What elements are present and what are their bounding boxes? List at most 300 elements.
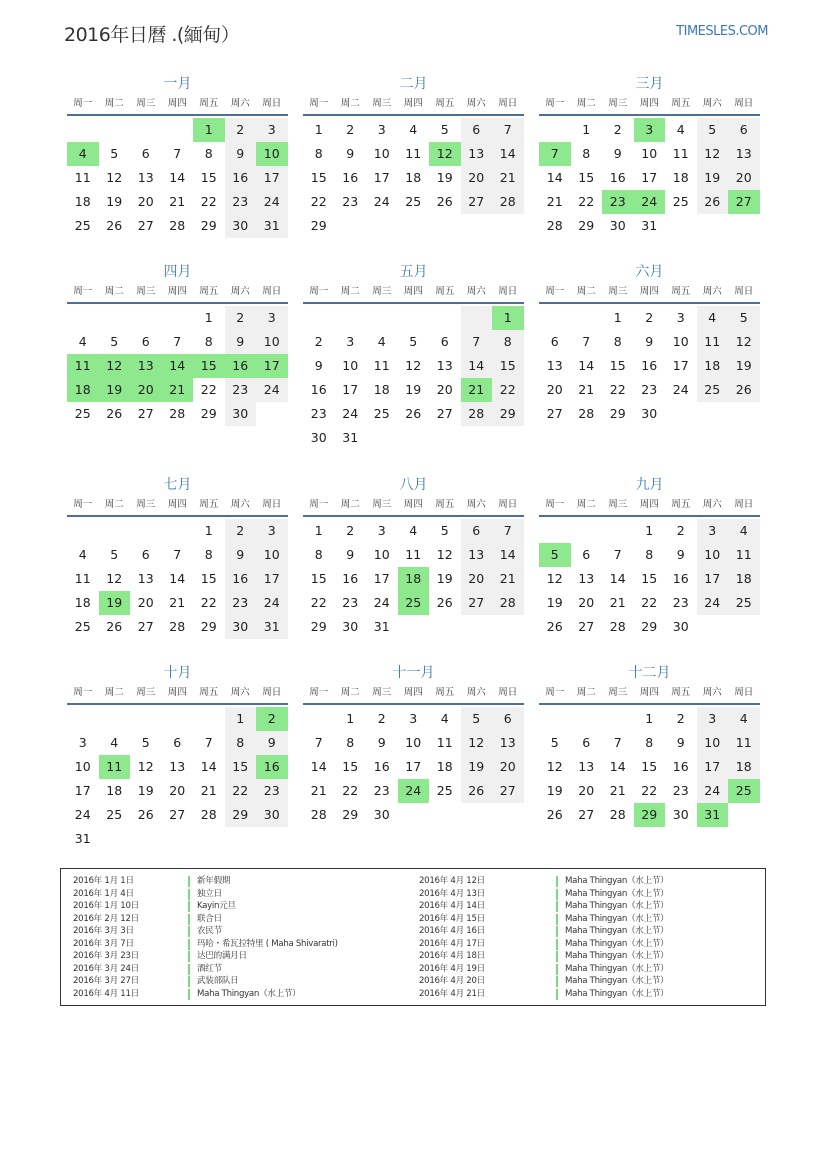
day-cell[interactable]: 22 [200, 382, 217, 397]
day-cell[interactable]: 4 [67, 142, 99, 166]
day-cell[interactable]: 6 [728, 118, 760, 142]
day-cell[interactable]: 27 [436, 406, 453, 421]
day-cell[interactable]: 18 [74, 194, 91, 209]
day-cell[interactable]: 17 [342, 382, 359, 397]
day-cell[interactable]: 27 [578, 807, 595, 822]
day-cell[interactable]: 17 [373, 571, 390, 586]
day-cell[interactable]: 29 [310, 218, 327, 233]
day-cell[interactable]: 25 [672, 194, 689, 209]
day-cell[interactable]: 2 [346, 523, 355, 538]
day-cell[interactable]: 7 [204, 735, 213, 750]
day-cell[interactable]: 17 [697, 755, 729, 779]
day-cell[interactable]: 11 [436, 735, 453, 750]
day-cell[interactable]: 30 [373, 807, 390, 822]
day-cell[interactable]: 10 [697, 731, 729, 755]
day-cell[interactable]: 22 [609, 382, 626, 397]
day-cell[interactable]: 16 [225, 166, 257, 190]
day-cell[interactable]: 30 [342, 619, 359, 634]
day-cell[interactable]: 21 [461, 378, 493, 402]
day-cell[interactable]: 30 [609, 218, 626, 233]
day-cell[interactable]: 28 [546, 218, 563, 233]
day-cell[interactable]: 29 [641, 619, 658, 634]
day-cell[interactable]: 19 [436, 170, 453, 185]
day-cell[interactable]: 13 [137, 170, 154, 185]
day-cell[interactable]: 12 [106, 170, 123, 185]
day-cell[interactable]: 17 [672, 358, 689, 373]
day-cell[interactable]: 26 [728, 378, 760, 402]
day-cell[interactable]: 18 [67, 378, 99, 402]
day-cell[interactable]: 16 [225, 567, 257, 591]
day-cell[interactable]: 18 [728, 755, 760, 779]
day-cell[interactable]: 23 [342, 194, 359, 209]
day-cell[interactable]: 15 [578, 170, 595, 185]
day-cell[interactable]: 14 [169, 571, 186, 586]
day-cell[interactable]: 28 [200, 807, 217, 822]
day-cell[interactable]: 1 [346, 711, 355, 726]
day-cell[interactable]: 4 [78, 334, 87, 349]
day-cell[interactable]: 21 [310, 783, 327, 798]
day-cell[interactable]: 9 [346, 547, 355, 562]
day-cell[interactable]: 20 [578, 783, 595, 798]
day-cell[interactable]: 3 [409, 711, 418, 726]
day-cell[interactable]: 22 [641, 595, 658, 610]
day-cell[interactable]: 27 [546, 406, 563, 421]
day-cell[interactable]: 15 [641, 571, 658, 586]
day-cell[interactable]: 4 [110, 735, 119, 750]
day-cell[interactable]: 22 [200, 595, 217, 610]
day-cell[interactable]: 30 [672, 807, 689, 822]
day-cell[interactable]: 9 [314, 358, 323, 373]
day-cell[interactable]: 3 [377, 122, 386, 137]
day-cell[interactable]: 7 [461, 330, 493, 354]
day-cell[interactable]: 17 [256, 166, 288, 190]
day-cell[interactable]: 4 [440, 711, 449, 726]
day-cell[interactable]: 8 [314, 547, 323, 562]
day-cell[interactable]: 14 [461, 354, 493, 378]
day-cell[interactable]: 7 [314, 735, 323, 750]
day-cell[interactable]: 9 [225, 330, 257, 354]
day-cell[interactable]: 16 [641, 358, 658, 373]
day-cell[interactable]: 18 [106, 783, 123, 798]
day-cell[interactable]: 13 [169, 759, 186, 774]
day-cell[interactable]: 16 [672, 759, 689, 774]
day-cell[interactable]: 7 [492, 118, 524, 142]
day-cell[interactable]: 3 [256, 306, 288, 330]
day-cell[interactable]: 6 [141, 146, 150, 161]
day-cell[interactable]: 1 [492, 306, 524, 330]
day-cell[interactable]: 21 [492, 166, 524, 190]
day-cell[interactable]: 4 [377, 334, 386, 349]
day-cell[interactable]: 20 [130, 378, 162, 402]
day-cell[interactable]: 25 [106, 807, 123, 822]
day-cell[interactable]: 7 [613, 547, 622, 562]
day-cell[interactable]: 31 [342, 430, 359, 445]
day-cell[interactable]: 8 [346, 735, 355, 750]
day-cell[interactable]: 25 [74, 218, 91, 233]
day-cell[interactable]: 11 [728, 731, 760, 755]
day-cell[interactable]: 13 [578, 759, 595, 774]
day-cell[interactable]: 19 [106, 194, 123, 209]
day-cell[interactable]: 14 [546, 170, 563, 185]
day-cell[interactable]: 25 [74, 406, 91, 421]
day-cell[interactable]: 11 [67, 354, 99, 378]
day-cell[interactable]: 11 [728, 543, 760, 567]
day-cell[interactable]: 24 [342, 406, 359, 421]
day-cell[interactable]: 20 [728, 166, 760, 190]
day-cell[interactable]: 8 [492, 330, 524, 354]
day-cell[interactable]: 12 [546, 571, 563, 586]
day-cell[interactable]: 19 [436, 571, 453, 586]
day-cell[interactable]: 4 [409, 122, 418, 137]
day-cell[interactable]: 13 [461, 142, 493, 166]
day-cell[interactable]: 20 [137, 194, 154, 209]
day-cell[interactable]: 6 [141, 547, 150, 562]
day-cell[interactable]: 25 [728, 591, 760, 615]
day-cell[interactable]: 2 [645, 310, 654, 325]
day-cell[interactable]: 11 [74, 170, 91, 185]
day-cell[interactable]: 27 [137, 619, 154, 634]
day-cell[interactable]: 8 [314, 146, 323, 161]
day-cell[interactable]: 27 [137, 218, 154, 233]
day-cell[interactable]: 29 [200, 619, 217, 634]
day-cell[interactable]: 16 [342, 170, 359, 185]
day-cell[interactable]: 10 [74, 759, 91, 774]
day-cell[interactable]: 19 [405, 382, 422, 397]
day-cell[interactable]: 24 [672, 382, 689, 397]
day-cell[interactable]: 14 [169, 170, 186, 185]
day-cell[interactable]: 14 [162, 354, 194, 378]
day-cell[interactable]: 7 [173, 547, 182, 562]
day-cell[interactable]: 12 [436, 547, 453, 562]
day-cell[interactable]: 2 [346, 122, 355, 137]
day-cell[interactable]: 24 [697, 779, 729, 803]
site-link[interactable]: TIMESLES.COM [676, 24, 768, 39]
day-cell[interactable]: 29 [200, 218, 217, 233]
day-cell[interactable]: 24 [398, 779, 430, 803]
day-cell[interactable]: 31 [256, 615, 288, 639]
day-cell[interactable]: 19 [99, 591, 131, 615]
day-cell[interactable]: 28 [169, 218, 186, 233]
day-cell[interactable]: 11 [373, 358, 390, 373]
day-cell[interactable]: 17 [256, 354, 288, 378]
day-cell[interactable]: 4 [676, 122, 685, 137]
day-cell[interactable]: 4 [409, 523, 418, 538]
day-cell[interactable]: 27 [169, 807, 186, 822]
day-cell[interactable]: 9 [225, 543, 257, 567]
day-cell[interactable]: 5 [697, 118, 729, 142]
day-cell[interactable]: 23 [641, 382, 658, 397]
day-cell[interactable]: 1 [645, 523, 654, 538]
day-cell[interactable]: 1 [204, 523, 213, 538]
day-cell[interactable]: 5 [440, 122, 449, 137]
day-cell[interactable]: 6 [461, 118, 493, 142]
day-cell[interactable]: 3 [346, 334, 355, 349]
day-cell[interactable]: 25 [398, 591, 430, 615]
day-cell[interactable]: 18 [672, 170, 689, 185]
day-cell[interactable]: 23 [310, 406, 327, 421]
day-cell[interactable]: 7 [582, 334, 591, 349]
day-cell[interactable]: 15 [225, 755, 257, 779]
day-cell[interactable]: 14 [492, 142, 524, 166]
day-cell[interactable]: 2 [613, 122, 622, 137]
day-cell[interactable]: 5 [728, 306, 760, 330]
day-cell[interactable]: 10 [405, 735, 422, 750]
day-cell[interactable]: 16 [672, 571, 689, 586]
day-cell[interactable]: 17 [697, 567, 729, 591]
day-cell[interactable]: 5 [440, 523, 449, 538]
day-cell[interactable]: 9 [256, 731, 288, 755]
day-cell[interactable]: 19 [461, 755, 493, 779]
day-cell[interactable]: 30 [256, 803, 288, 827]
day-cell[interactable]: 15 [310, 170, 327, 185]
day-cell[interactable]: 26 [436, 595, 453, 610]
day-cell[interactable]: 20 [169, 783, 186, 798]
day-cell[interactable]: 8 [613, 334, 622, 349]
day-cell[interactable]: 23 [342, 595, 359, 610]
day-cell[interactable]: 11 [405, 547, 422, 562]
day-cell[interactable]: 24 [697, 591, 729, 615]
day-cell[interactable]: 11 [99, 755, 131, 779]
day-cell[interactable]: 2 [314, 334, 323, 349]
day-cell[interactable]: 12 [728, 330, 760, 354]
day-cell[interactable]: 18 [405, 170, 422, 185]
day-cell[interactable]: 16 [256, 755, 288, 779]
day-cell[interactable]: 22 [578, 194, 595, 209]
day-cell[interactable]: 20 [546, 382, 563, 397]
day-cell[interactable]: 10 [342, 358, 359, 373]
day-cell[interactable]: 24 [256, 378, 288, 402]
day-cell[interactable]: 14 [578, 358, 595, 373]
day-cell[interactable]: 22 [492, 378, 524, 402]
day-cell[interactable]: 3 [256, 118, 288, 142]
day-cell[interactable]: 1 [225, 707, 257, 731]
day-cell[interactable]: 8 [582, 146, 591, 161]
day-cell[interactable]: 25 [373, 406, 390, 421]
day-cell[interactable]: 10 [697, 543, 729, 567]
day-cell[interactable]: 24 [256, 591, 288, 615]
day-cell[interactable]: 1 [645, 711, 654, 726]
day-cell[interactable]: 9 [346, 146, 355, 161]
day-cell[interactable]: 12 [405, 358, 422, 373]
day-cell[interactable]: 28 [461, 402, 493, 426]
day-cell[interactable]: 18 [697, 354, 729, 378]
day-cell[interactable]: 22 [310, 595, 327, 610]
day-cell[interactable]: 7 [173, 146, 182, 161]
day-cell[interactable]: 20 [461, 567, 493, 591]
day-cell[interactable]: 25 [74, 619, 91, 634]
day-cell[interactable]: 21 [169, 595, 186, 610]
day-cell[interactable]: 15 [200, 170, 217, 185]
day-cell[interactable]: 26 [405, 406, 422, 421]
day-cell[interactable]: 18 [728, 567, 760, 591]
day-cell[interactable]: 15 [193, 354, 225, 378]
day-cell[interactable]: 23 [602, 190, 634, 214]
day-cell[interactable]: 26 [697, 190, 729, 214]
day-cell[interactable]: 28 [609, 619, 626, 634]
day-cell[interactable]: 13 [728, 142, 760, 166]
day-cell[interactable]: 6 [440, 334, 449, 349]
day-cell[interactable]: 23 [672, 783, 689, 798]
day-cell[interactable]: 11 [405, 146, 422, 161]
day-cell[interactable]: 4 [728, 707, 760, 731]
day-cell[interactable]: 5 [110, 146, 119, 161]
day-cell[interactable]: 12 [137, 759, 154, 774]
day-cell[interactable]: 18 [373, 382, 390, 397]
day-cell[interactable]: 27 [728, 190, 760, 214]
day-cell[interactable]: 20 [461, 166, 493, 190]
day-cell[interactable]: 27 [461, 190, 493, 214]
day-cell[interactable]: 21 [169, 194, 186, 209]
day-cell[interactable]: 13 [578, 571, 595, 586]
day-cell[interactable]: 15 [342, 759, 359, 774]
day-cell[interactable]: 21 [609, 595, 626, 610]
day-cell[interactable]: 15 [310, 571, 327, 586]
day-cell[interactable]: 15 [609, 358, 626, 373]
day-cell[interactable]: 9 [676, 547, 685, 562]
day-cell[interactable]: 2 [225, 306, 257, 330]
day-cell[interactable]: 2 [225, 118, 257, 142]
day-cell[interactable]: 18 [398, 567, 430, 591]
day-cell[interactable]: 25 [405, 194, 422, 209]
day-cell[interactable]: 21 [162, 378, 194, 402]
day-cell[interactable]: 4 [728, 519, 760, 543]
day-cell[interactable]: 21 [609, 783, 626, 798]
day-cell[interactable]: 8 [225, 731, 257, 755]
day-cell[interactable]: 13 [130, 354, 162, 378]
day-cell[interactable]: 30 [225, 214, 257, 238]
day-cell[interactable]: 28 [169, 406, 186, 421]
day-cell[interactable]: 5 [409, 334, 418, 349]
day-cell[interactable]: 7 [492, 519, 524, 543]
day-cell[interactable]: 3 [256, 519, 288, 543]
day-cell[interactable]: 24 [634, 190, 666, 214]
day-cell[interactable]: 28 [310, 807, 327, 822]
day-cell[interactable]: 14 [200, 759, 217, 774]
day-cell[interactable]: 1 [613, 310, 622, 325]
day-cell[interactable]: 30 [641, 406, 658, 421]
day-cell[interactable]: 24 [256, 190, 288, 214]
day-cell[interactable]: 30 [672, 619, 689, 634]
day-cell[interactable]: 7 [173, 334, 182, 349]
day-cell[interactable]: 1 [314, 523, 323, 538]
day-cell[interactable]: 26 [106, 218, 123, 233]
day-cell[interactable]: 2 [256, 707, 288, 731]
day-cell[interactable]: 8 [204, 146, 213, 161]
day-cell[interactable]: 12 [106, 571, 123, 586]
day-cell[interactable]: 28 [169, 619, 186, 634]
day-cell[interactable]: 23 [256, 779, 288, 803]
day-cell[interactable]: 6 [582, 735, 591, 750]
day-cell[interactable]: 5 [461, 707, 493, 731]
day-cell[interactable]: 31 [256, 214, 288, 238]
day-cell[interactable]: 17 [373, 170, 390, 185]
day-cell[interactable]: 6 [173, 735, 182, 750]
day-cell[interactable]: 13 [137, 571, 154, 586]
day-cell[interactable]: 19 [546, 783, 563, 798]
day-cell[interactable]: 31 [74, 831, 91, 846]
day-cell[interactable]: 6 [492, 707, 524, 731]
day-cell[interactable]: 19 [546, 595, 563, 610]
day-cell[interactable]: 28 [578, 406, 595, 421]
day-cell[interactable]: 11 [697, 330, 729, 354]
day-cell[interactable]: 7 [613, 735, 622, 750]
day-cell[interactable]: 25 [728, 779, 760, 803]
day-cell[interactable]: 13 [546, 358, 563, 373]
day-cell[interactable]: 2 [377, 711, 386, 726]
day-cell[interactable]: 10 [373, 547, 390, 562]
day-cell[interactable]: 3 [78, 735, 87, 750]
day-cell[interactable]: 29 [634, 803, 666, 827]
day-cell[interactable]: 21 [578, 382, 595, 397]
day-cell[interactable]: 9 [613, 146, 622, 161]
day-cell[interactable]: 3 [697, 707, 729, 731]
day-cell[interactable]: 6 [550, 334, 559, 349]
day-cell[interactable]: 27 [492, 779, 524, 803]
day-cell[interactable]: 18 [436, 759, 453, 774]
day-cell[interactable]: 23 [225, 591, 257, 615]
day-cell[interactable]: 1 [193, 118, 225, 142]
day-cell[interactable]: 31 [373, 619, 390, 634]
day-cell[interactable]: 16 [342, 571, 359, 586]
day-cell[interactable]: 5 [141, 735, 150, 750]
day-cell[interactable]: 26 [461, 779, 493, 803]
day-cell[interactable]: 26 [546, 807, 563, 822]
day-cell[interactable]: 15 [641, 759, 658, 774]
day-cell[interactable]: 19 [137, 783, 154, 798]
day-cell[interactable]: 24 [373, 194, 390, 209]
day-cell[interactable]: 21 [546, 194, 563, 209]
day-cell[interactable]: 1 [204, 310, 213, 325]
day-cell[interactable]: 18 [74, 595, 91, 610]
day-cell[interactable]: 20 [436, 382, 453, 397]
day-cell[interactable]: 26 [137, 807, 154, 822]
day-cell[interactable]: 12 [697, 142, 729, 166]
day-cell[interactable]: 27 [578, 619, 595, 634]
day-cell[interactable]: 8 [204, 547, 213, 562]
day-cell[interactable]: 15 [492, 354, 524, 378]
day-cell[interactable]: 9 [676, 735, 685, 750]
day-cell[interactable]: 12 [99, 354, 131, 378]
day-cell[interactable]: 6 [461, 519, 493, 543]
day-cell[interactable]: 26 [106, 406, 123, 421]
day-cell[interactable]: 2 [676, 711, 685, 726]
day-cell[interactable]: 6 [582, 547, 591, 562]
day-cell[interactable]: 9 [225, 142, 257, 166]
day-cell[interactable]: 29 [310, 619, 327, 634]
day-cell[interactable]: 10 [256, 142, 288, 166]
day-cell[interactable]: 3 [634, 118, 666, 142]
day-cell[interactable]: 3 [676, 310, 685, 325]
day-cell[interactable]: 10 [641, 146, 658, 161]
day-cell[interactable]: 21 [492, 567, 524, 591]
day-cell[interactable]: 8 [645, 735, 654, 750]
day-cell[interactable]: 24 [373, 595, 390, 610]
day-cell[interactable]: 14 [609, 759, 626, 774]
day-cell[interactable]: 27 [461, 591, 493, 615]
day-cell[interactable]: 24 [74, 807, 91, 822]
day-cell[interactable]: 5 [110, 334, 119, 349]
day-cell[interactable]: 13 [461, 543, 493, 567]
day-cell[interactable]: 20 [492, 755, 524, 779]
day-cell[interactable]: 4 [697, 306, 729, 330]
day-cell[interactable]: 9 [377, 735, 386, 750]
day-cell[interactable]: 26 [546, 619, 563, 634]
day-cell[interactable]: 13 [492, 731, 524, 755]
day-cell[interactable]: 12 [546, 759, 563, 774]
day-cell[interactable]: 17 [74, 783, 91, 798]
day-cell[interactable]: 1 [314, 122, 323, 137]
day-cell[interactable]: 20 [578, 595, 595, 610]
